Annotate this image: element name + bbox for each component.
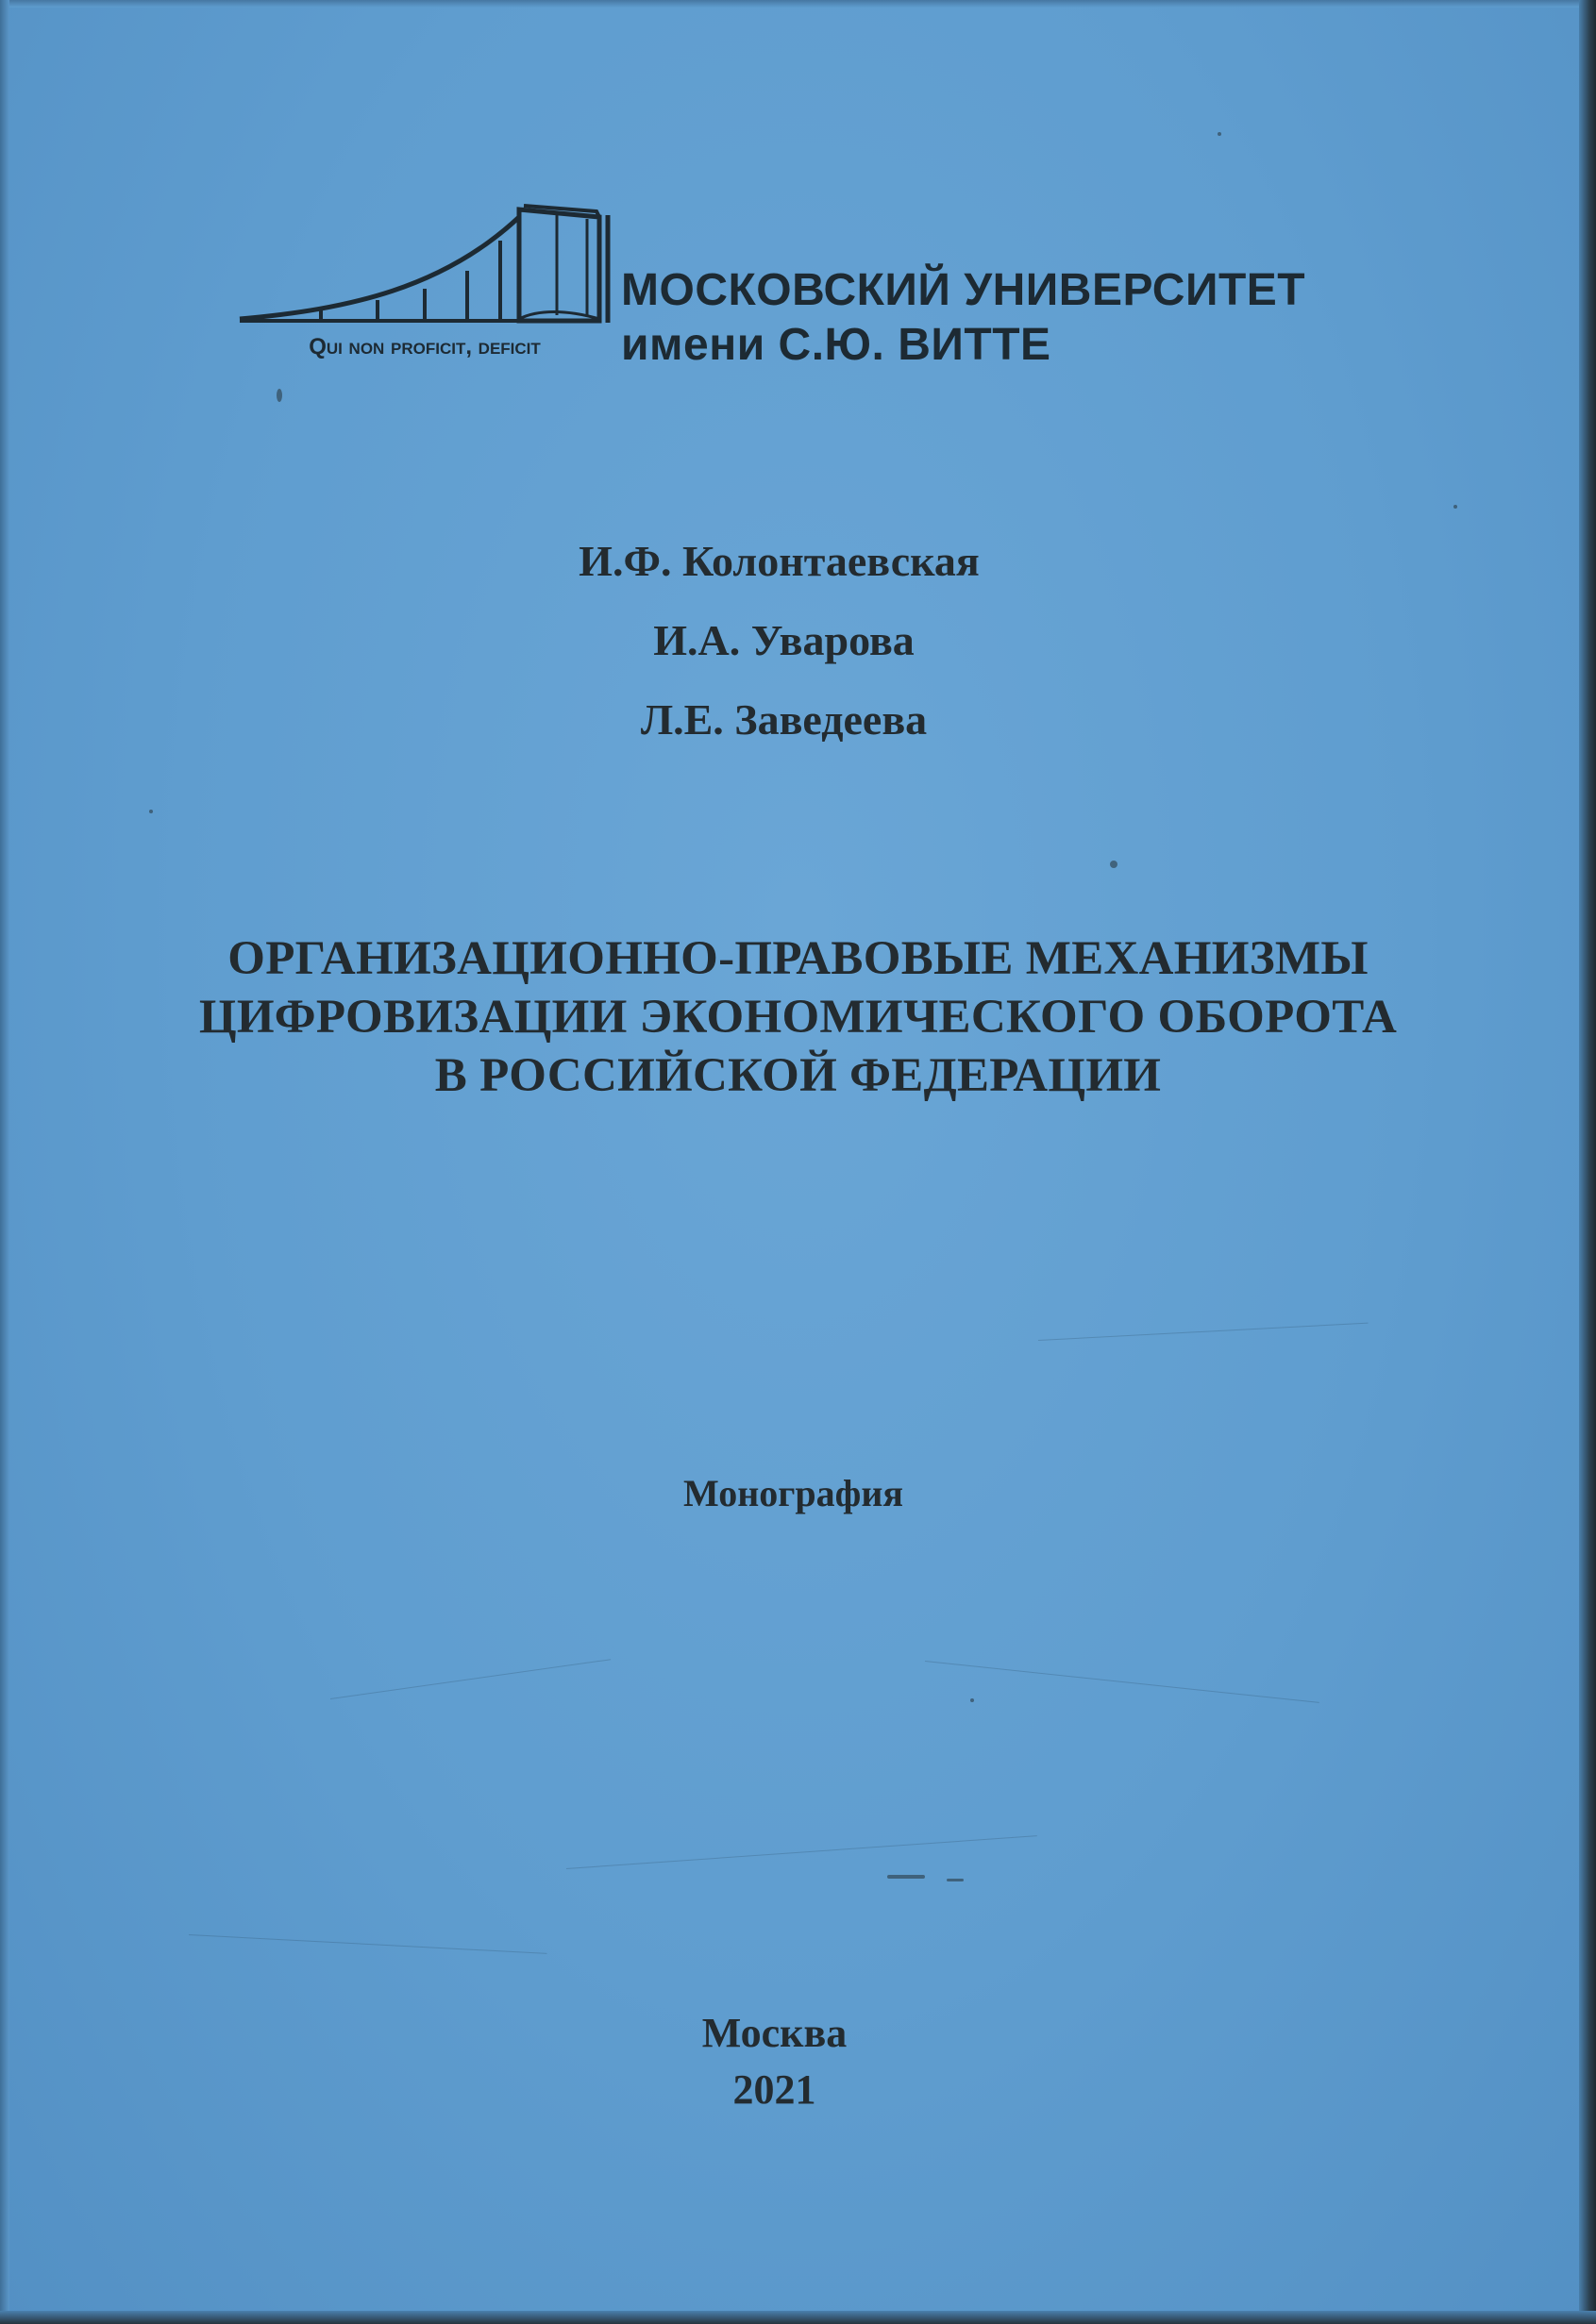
speck [1218,132,1221,136]
speck [887,1875,925,1879]
cover-crease [330,1659,611,1699]
cover-left-edge [0,0,9,2324]
cover-top-edge [0,0,1596,8]
author-name: Л.Е. Заведеева [640,695,928,744]
cover-crease [566,1835,1037,1869]
cover-crease [189,1934,547,1954]
title-line: ОРГАНИЗАЦИОННО-ПРАВОВЫЕ МЕХАНИЗМЫ [227,932,1369,985]
speck [1453,505,1457,509]
speck [149,810,153,813]
speck [277,389,282,402]
book-genre: Монография [682,1472,904,1514]
speck [947,1879,964,1881]
cover-crease [1038,1323,1369,1341]
author-name: И.Ф. Колонтаевская [579,537,980,585]
cover-bottom-edge [0,2311,1596,2324]
cover-crease [925,1661,1319,1703]
title-line: ЦИФРОВИЗАЦИИ ЭКОНОМИЧЕСКОГО ОБОРОТА [198,991,1398,1044]
imprint-year: 2021 [732,2066,816,2113]
cover-right-edge [1579,0,1596,2324]
university-name-line1: МОСКОВСКИЙ УНИВЕРСИТЕТ [621,265,1306,315]
speck [1110,861,1117,868]
bridge-and-book-icon [236,198,613,330]
imprint-city: Москва [701,2010,848,2056]
author-list [0,533,1596,771]
speck [970,1698,974,1702]
title-line: В РОССИЙСКОЙ ФЕДЕРАЦИИ [434,1049,1162,1102]
university-logo [236,198,1321,387]
book-title [0,929,1596,1105]
author-name: И.А. Уварова [653,616,915,664]
university-name-line2: имени С.Ю. ВИТТЕ [621,320,1051,370]
imprint [0,2005,1596,2118]
university-motto: Qui non proficit, deficit [309,334,541,359]
